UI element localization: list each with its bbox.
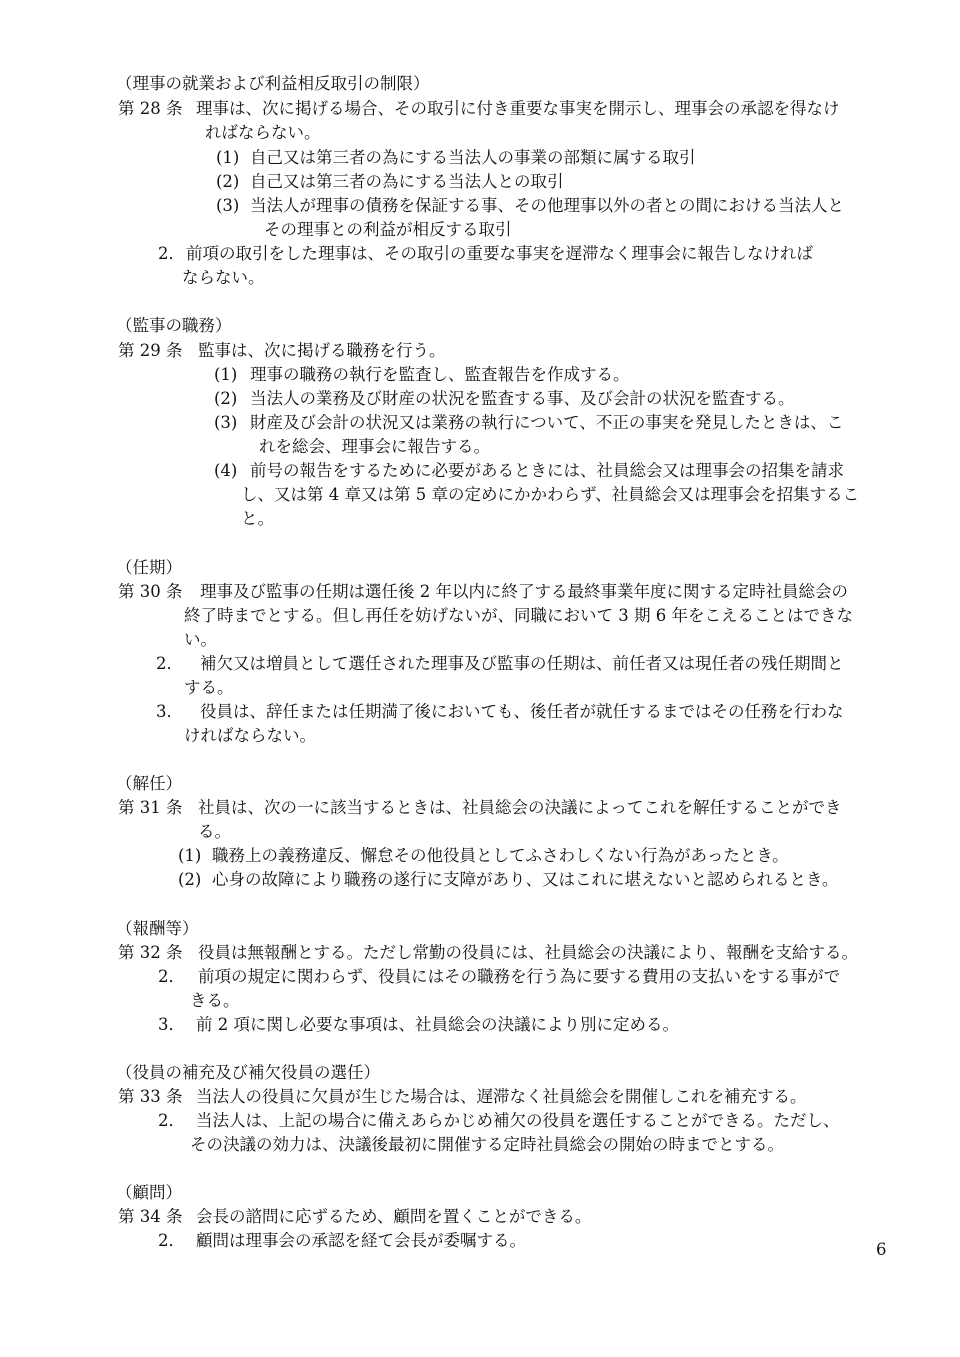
article-34-heading: （顧問） <box>116 1183 182 1202</box>
article-29-item-4-text-line-1: 前号の報告をするために必要があるときには、社員総会又は理事会の招集を請求 <box>250 461 844 480</box>
article-30-heading: （任期） <box>116 558 182 577</box>
article-32-label: 第 32 条 <box>118 943 183 962</box>
article-32-para-2-number: 2． <box>158 967 185 986</box>
article-28-item-2-text: 自己又は第三者の為にする当法人との取引 <box>250 172 564 191</box>
article-33-para-2-text-line-2: その決議の効力は、決議後最初に開催する定時社員総会の開始の時までとする。 <box>190 1135 784 1154</box>
article-33-para-2-number: 2． <box>158 1111 185 1130</box>
article-31-label: 第 31 条 <box>118 798 183 817</box>
article-28-item-3-text-line-1: 当法人が理事の債務を保証する事、その他理事以外の者との間における当法人と <box>250 196 844 215</box>
article-28-item-3-text-line-2: その理事との利益が相反する取引 <box>264 220 512 239</box>
article-30-para-3-number: 3． <box>156 702 183 721</box>
article-29-item-3-text-line-1: 財産及び会計の状況又は業務の執行について、不正の事実を発見したときは、こ <box>250 413 844 432</box>
article-32-para-3-text-line-1: 前 2 項に関し必要な事項は、社員総会の決議により別に定める。 <box>196 1015 679 1034</box>
article-30-para-2-number: 2． <box>156 654 183 673</box>
article-29-item-4-number: (4) <box>214 461 238 480</box>
article-28-heading: （理事の就業および利益相反取引の制限） <box>116 74 430 93</box>
article-29-item-3-number: (3) <box>214 413 238 432</box>
article-29-item-1-text: 理事の職務の執行を監査し、監査報告を作成する。 <box>250 365 630 384</box>
article-33-text-line-1: 当法人の役員に欠員が生じた場合は、遅滞なく社員総会を開催しこれを補充する。 <box>196 1087 807 1106</box>
article-32-text-line-1: 役員は無報酬とする。ただし常勤の役員には、社員総会の決議により、報酬を支給する。 <box>198 943 858 962</box>
article-29-item-4-text-line-2: し、又は第 4 章又は第 5 章の定めにかかわらず、社員総会又は理事会を招集するこ <box>241 485 860 504</box>
article-30-text-line-3: い。 <box>184 630 217 649</box>
article-31-text-line-1: 社員は、次の一に該当するときは、社員総会の決議によってこれを解任することができ <box>198 798 842 817</box>
article-28-para-2-number: 2． <box>158 244 185 263</box>
article-32-para-2-text-line-2: きる。 <box>190 991 240 1010</box>
article-33-heading: （役員の補充及び補欠役員の選任） <box>116 1063 380 1082</box>
article-29-item-2-text: 当法人の業務及び財産の状況を監査する事、及び会計の状況を監査する。 <box>250 389 795 408</box>
article-29-item-2-number: (2) <box>214 389 238 408</box>
article-31-item-2-number: (2) <box>178 870 202 889</box>
article-31-heading: （解任） <box>116 774 182 793</box>
article-34-para-2-number: 2． <box>158 1231 185 1250</box>
article-28-para-2-text-line-2: ならない。 <box>182 268 265 287</box>
article-30-para-3-text-line-1: 役員は、辞任または任期満了後においても、後任者が就任するまではその任務を行わな <box>200 702 844 721</box>
article-28-text-line-2: ればならない。 <box>205 123 321 142</box>
article-31-item-1-text: 職務上の義務違反、懈怠その他役員としてふさわしくない行為があったとき。 <box>212 846 789 865</box>
article-28-item-1-text: 自己又は第三者の為にする当法人の事業の部類に属する取引 <box>250 148 696 167</box>
article-29-item-1-number: (1) <box>214 365 238 384</box>
article-34-para-2-text-line-1: 顧問は理事会の承認を経て会長が委嘱する。 <box>196 1231 526 1250</box>
article-28-para-2-text-line-1: 前項の取引をした理事は、その取引の重要な事実を遅滞なく理事会に報告しなければ <box>186 244 813 263</box>
article-30-para-2-text-line-1: 補欠又は増員として選任された理事及び監事の任期は、前任者又は現任者の残任期間と <box>200 654 844 673</box>
article-34-label: 第 34 条 <box>118 1207 183 1226</box>
article-32-heading: （報酬等） <box>116 919 199 938</box>
article-28-item-2-number: (2) <box>216 172 240 191</box>
article-30-para-2-text-line-2: する。 <box>184 678 234 697</box>
article-31-item-1-number: (1) <box>178 846 202 865</box>
article-31-item-2-text: 心身の故障により職務の遂行に支障があり、又はこれに堪えないと認められるとき。 <box>212 870 839 889</box>
article-30-text-line-2: 終了時までとする。但し再任を妨げないが、同職において 3 期 6 年をこえることはできな <box>184 606 853 625</box>
article-32-para-2-text-line-1: 前項の規定に関わらず、役員にはその職務を行う為に要する費用の支払いをする事がで <box>198 967 841 986</box>
article-28-text-line-1: 理事は、次に掲げる場合、その取引に付き重要な事実を開示し、理事会の承認を得なけ <box>196 99 840 118</box>
article-28-item-3-number: (3) <box>216 196 240 215</box>
article-29-text-line-1: 監事は、次に掲げる職務を行う。 <box>198 341 446 360</box>
article-28-item-1-number: (1) <box>216 148 240 167</box>
article-30-para-3-text-line-2: ければならない。 <box>184 726 316 745</box>
article-29-item-3-text-line-2: れを総会、理事会に報告する。 <box>259 437 490 456</box>
article-30-text-line-1: 理事及び監事の任期は選任後 2 年以内に終了する最終事業年度に関する定時社員総会の <box>200 582 848 601</box>
page-number: 6 <box>876 1240 887 1259</box>
article-33-label: 第 33 条 <box>118 1087 183 1106</box>
article-33-para-2-text-line-1: 当法人は、上記の場合に備えあらかじめ補欠の役員を選任することができる。ただし、 <box>196 1111 840 1130</box>
article-34-text-line-1: 会長の諮問に応ずるため、顧問を置くことができる。 <box>196 1207 592 1226</box>
article-28-label: 第 28 条 <box>118 99 183 118</box>
article-31-text-line-2: る。 <box>198 822 231 841</box>
article-32-para-3-number: 3． <box>158 1015 185 1034</box>
article-30-label: 第 30 条 <box>118 582 183 601</box>
article-29-label: 第 29 条 <box>118 341 183 360</box>
article-29-item-4-text-line-3: と。 <box>241 509 274 528</box>
article-29-heading: （監事の職務） <box>116 316 232 335</box>
